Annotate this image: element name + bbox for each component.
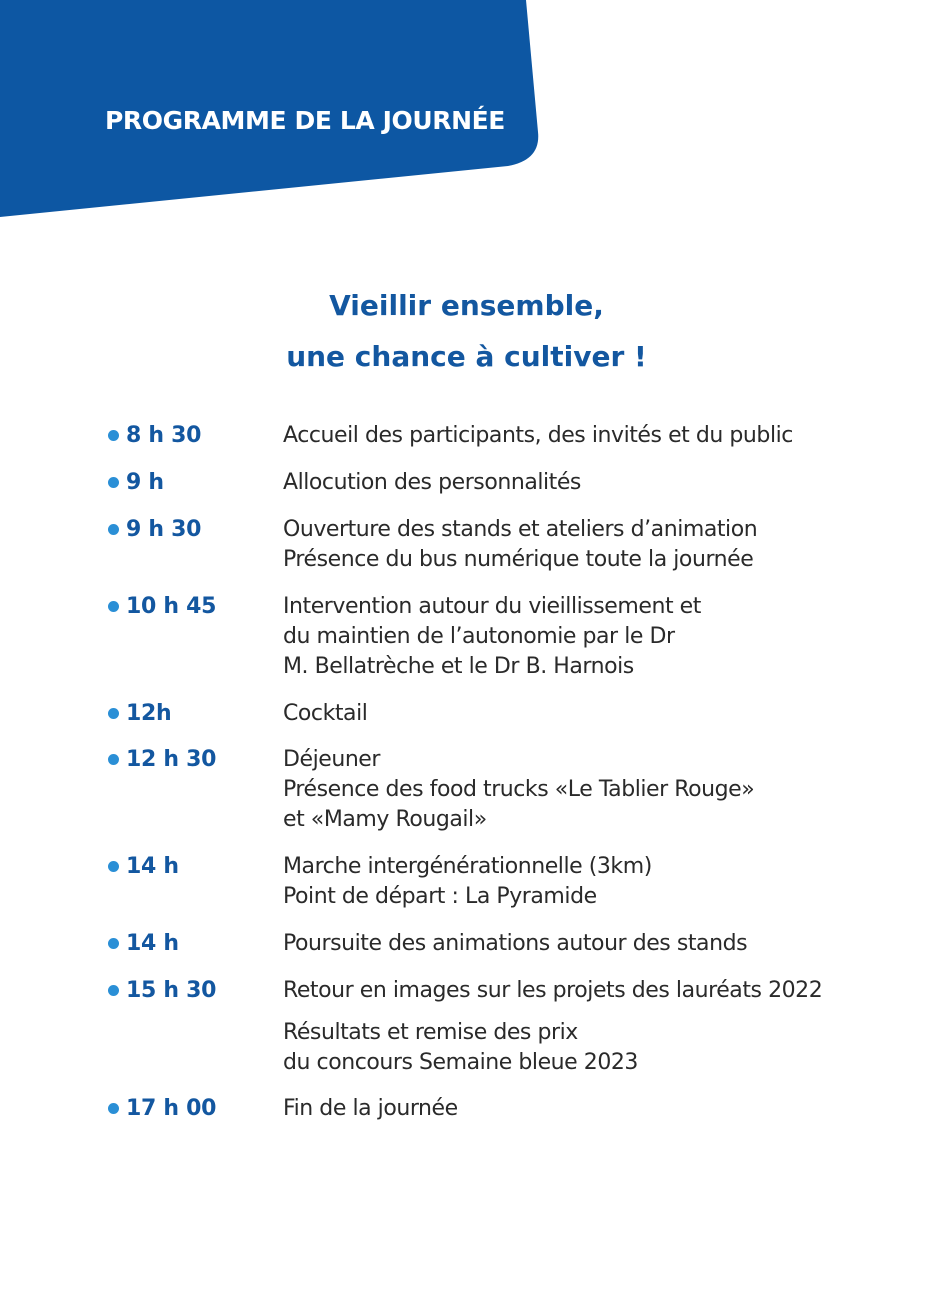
description-line: Cocktail xyxy=(283,701,368,726)
description-line: Résultats et remise des prix xyxy=(283,1020,578,1045)
schedule-time: 9 h xyxy=(126,470,164,495)
bullet-icon xyxy=(108,985,119,996)
schedule-description xyxy=(283,699,367,729)
bullet-icon xyxy=(108,477,119,488)
schedule-description xyxy=(283,745,754,835)
schedule-description xyxy=(283,976,822,1006)
description-line: Fin de la journée xyxy=(283,1096,458,1121)
description-line: Présence du bus numérique toute la journée xyxy=(283,547,754,572)
description-line: et «Mamy Rougail» xyxy=(283,807,487,832)
schedule-time: 17 h 00 xyxy=(126,1096,217,1121)
schedule-time: 12 h 30 xyxy=(126,747,217,772)
schedule-description xyxy=(283,421,793,451)
description-line: du maintien de l’autonomie par le Dr xyxy=(283,624,675,649)
bullet-icon xyxy=(108,1103,119,1114)
schedule-time: 9 h 30 xyxy=(126,517,202,542)
header-banner xyxy=(0,0,560,230)
description-line: Déjeuner xyxy=(283,747,380,772)
schedule-time: 14 h xyxy=(126,931,179,956)
description-line: Poursuite des animations autour des stands xyxy=(283,931,748,956)
description-line: du concours Semaine bleue 2023 xyxy=(283,1050,638,1075)
description-line: Marche intergénérationnelle (3km) xyxy=(283,854,652,879)
schedule-time: 12h xyxy=(126,701,172,726)
bullet-icon xyxy=(108,938,119,949)
schedule-description xyxy=(283,515,757,575)
description-line: M. Bellatrèche et le Dr B. Harnois xyxy=(283,654,634,679)
heading-line-1: Vieillir ensemble, xyxy=(329,289,604,322)
description-line: Présence des food trucks «Le Tablier Rouge» xyxy=(283,777,755,802)
schedule-description xyxy=(283,592,701,682)
bullet-icon xyxy=(108,708,119,719)
description-line: Allocution des personnalités xyxy=(283,470,581,495)
schedule-description xyxy=(283,1018,638,1078)
schedule-description xyxy=(283,468,581,498)
description-line: Accueil des participants, des invités et du public xyxy=(283,423,793,448)
schedule-time: 14 h xyxy=(126,854,179,879)
heading-line-2: une chance à cultiver ! xyxy=(286,340,647,373)
schedule-description xyxy=(283,852,652,912)
bullet-icon xyxy=(108,601,119,612)
bullet-icon xyxy=(108,754,119,765)
bullet-icon xyxy=(108,524,119,535)
banner-title: PROGRAMME DE LA JOURNÉE xyxy=(105,106,505,135)
schedule-description xyxy=(283,1094,458,1124)
schedule-time: 15 h 30 xyxy=(126,978,217,1003)
description-line: Intervention autour du vieillissement et xyxy=(283,594,701,619)
bullet-icon xyxy=(108,861,119,872)
page-heading xyxy=(0,280,933,382)
schedule-time: 10 h 45 xyxy=(126,594,217,619)
bullet-icon xyxy=(108,430,119,441)
description-line: Ouverture des stands et ateliers d’animation xyxy=(283,517,758,542)
schedule-description xyxy=(283,929,747,959)
description-line: Retour en images sur les projets des lauréats 2022 xyxy=(283,978,823,1003)
description-line: Point de départ : La Pyramide xyxy=(283,884,597,909)
schedule-time: 8 h 30 xyxy=(126,423,202,448)
